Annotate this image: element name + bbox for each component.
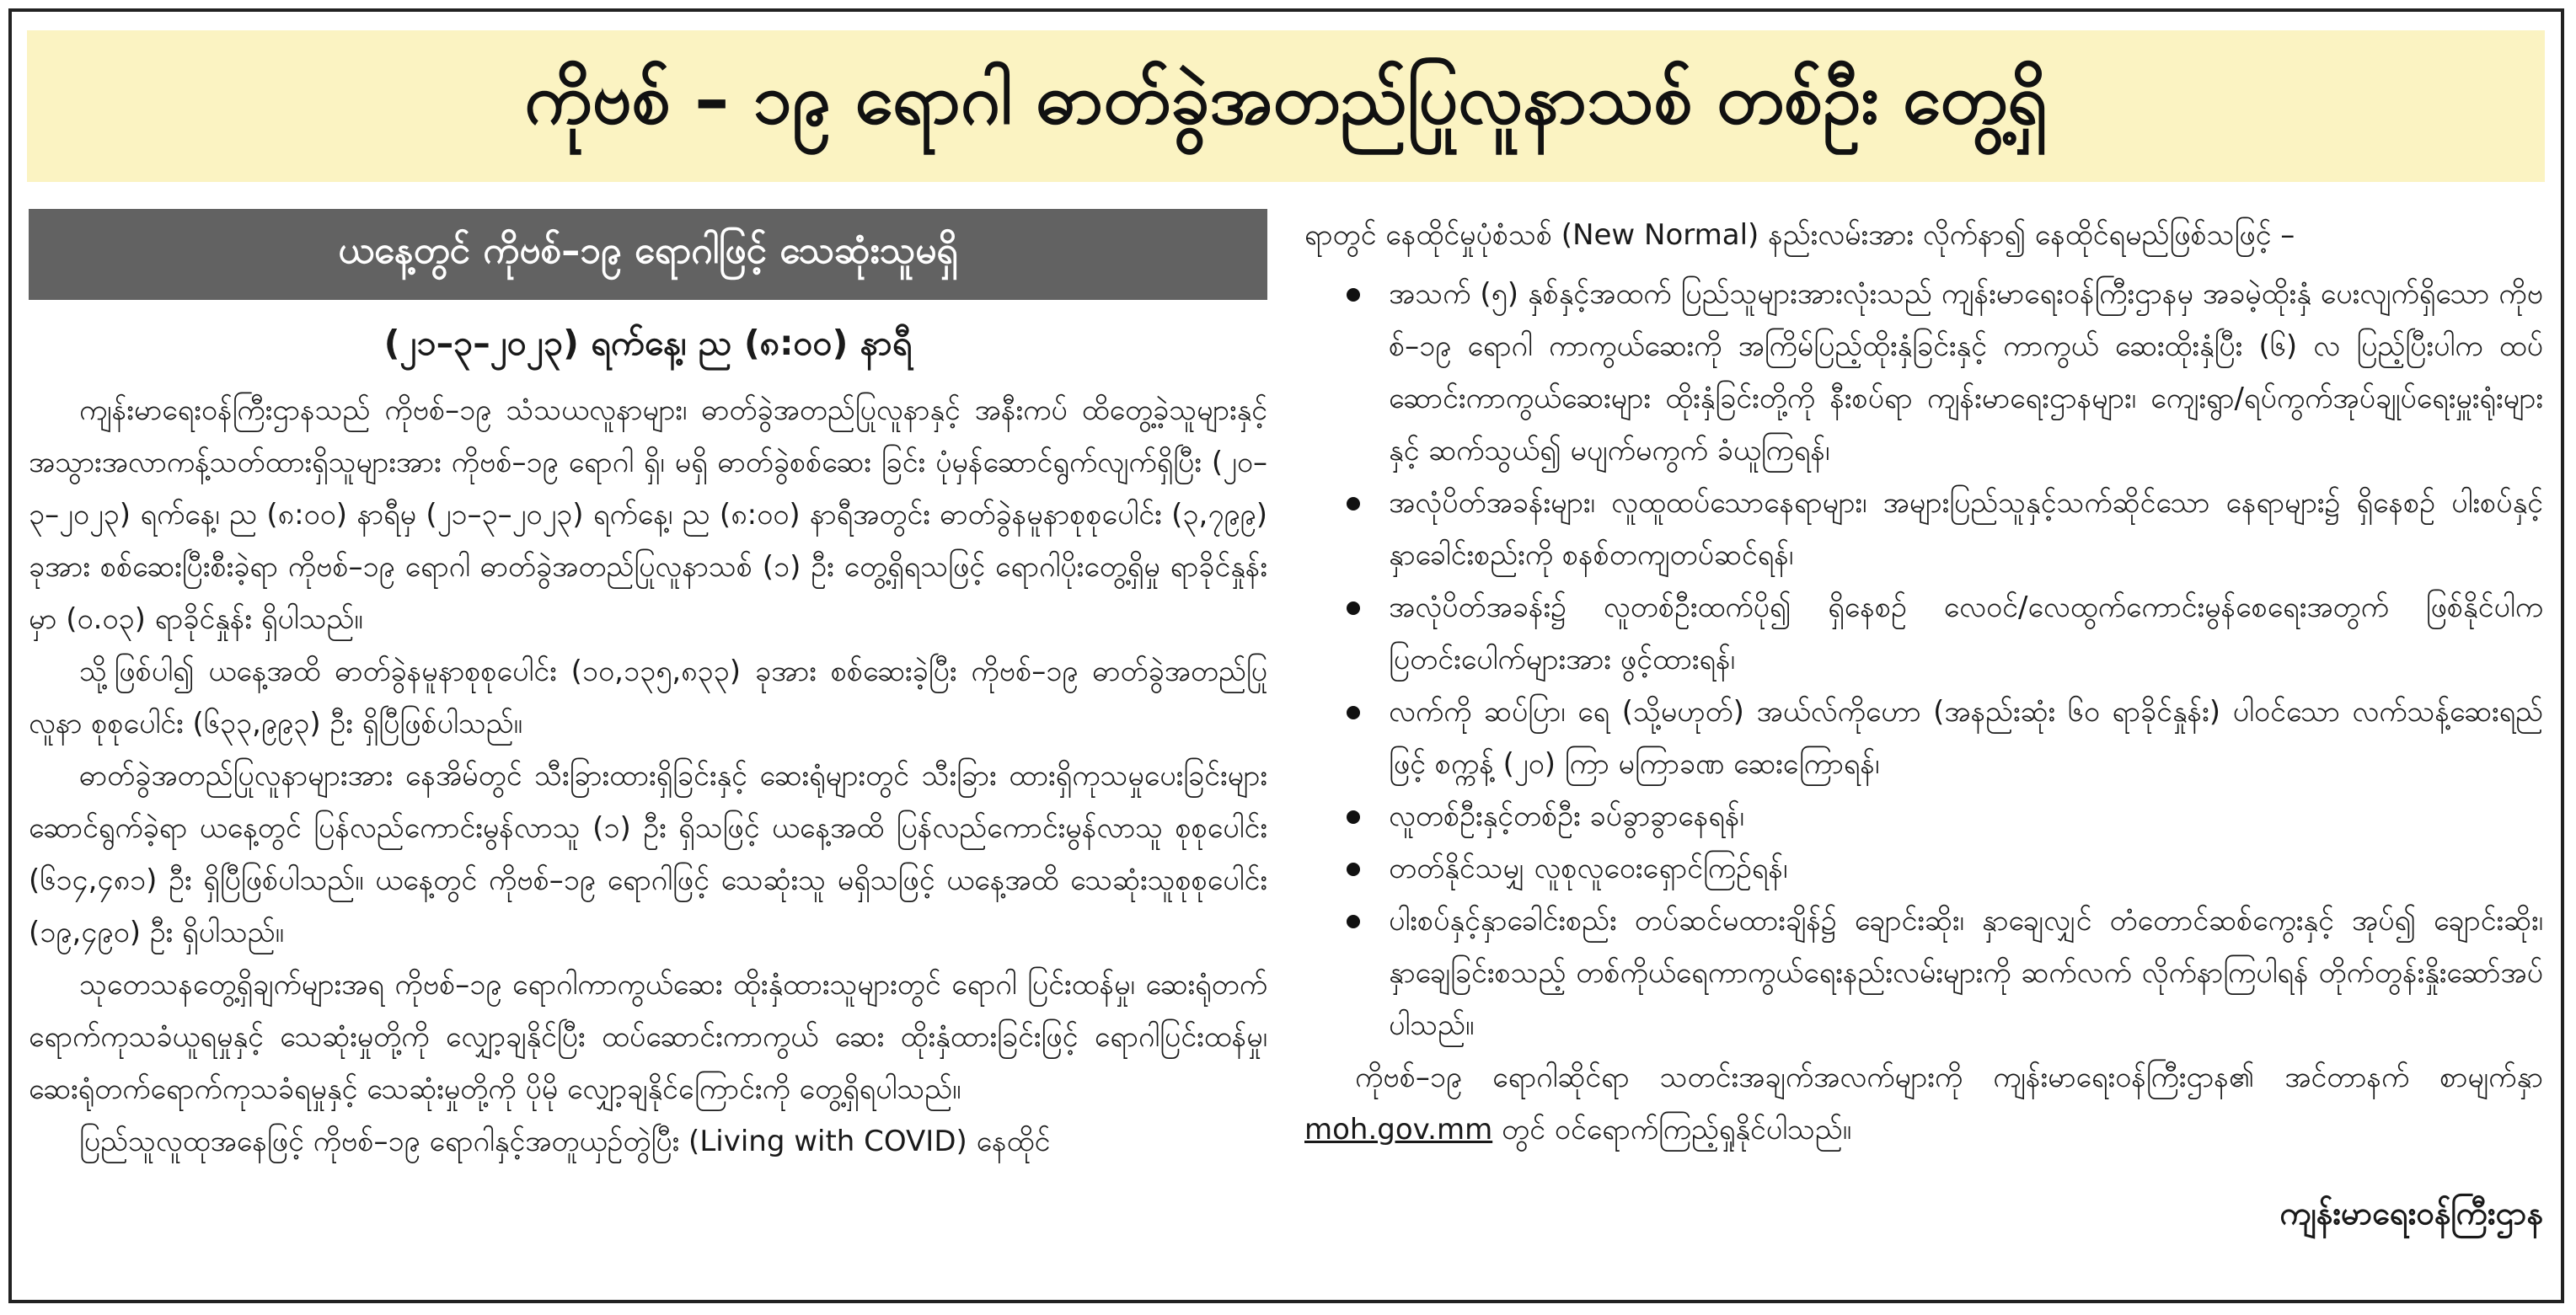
left-column (29, 209, 1267, 1168)
right-column (1304, 209, 2543, 1240)
paragraph-2: သို့ဖြစ်ပါ၍ ယနေ့အထိ ဓာတ်ခွဲနမူနာစုစုပေါင်း (၁၀,၁၃၅,၈၃၃) ခုအား စစ်ဆေးခဲ့ပြီး ကိုဗစ်–၁၉ ဓာတ်ခွဲအတည်ပြုလူနာ စုစုပေါင်း (၆၃၃,၉၉၃) ဦး ရှိပြီဖြစ်ပါသည်။ (29, 655, 1267, 740)
list-item (1304, 581, 2543, 686)
intro-paragraph: ရာတွင် နေထိုင်မှုပုံစံသစ် (New Normal) နည်းလမ်းအား လိုက်နာ၍ နေထိုင်ရမည်ဖြစ်သဖြင့် – (1304, 218, 2295, 252)
list-item-text: အလုံပိတ်အခန်း၌ လူတစ်ဦးထက်ပို၍ ရှိနေစဉ် လေဝင်/လေထွက်ကောင်းမွန်စေရေးအတွက် ဖြစ်နိုင်ပါက ပြတင်းပေါက်များအား ဖွင့်ထားရန်၊ (1389, 591, 2543, 676)
bullet-icon (1347, 601, 1360, 615)
paragraph-5: ပြည်သူလူထုအနေဖြင့် ကိုဗစ်–၁၉ ရောဂါနှင့်အတူယှဉ်တွဲပြီး (Living with COVID) နေထိုင် (79, 1125, 1051, 1158)
list-item (1304, 268, 2543, 477)
list-item (1304, 790, 2543, 842)
signature: ကျန်းမာရေးဝန်ကြီးဌာန (2279, 1195, 2543, 1232)
list-item (1304, 686, 2543, 790)
paragraph-1: ကျန်းမာရေးဝန်ကြီးဌာနသည် ကိုဗစ်–၁၉ သံသယလူနာများ၊ ဓာတ်ခွဲအတည်ပြုလူနာနှင့် အနီးကပ် ထိတွေ့ခဲ့သူများနှင့် အသွားအလာကန့်သတ်ထားရှိသူများအား ကိုဗစ်–၁၉ ရောဂါ ရှိ၊ မရှိ ဓာတ်ခွဲစစ်ဆေး ခြင်း ပုံမှန်ဆောင်ရွက်လျက်ရှိပြီး (၂၀–၃–၂၀၂၃) ရက်နေ့၊ ည (၈:၀၀) နာရီမှ (၂၁–၃–၂၀၂၃) ရက်နေ့၊ ည (၈:၀၀) နာရီအတွင်း ဓာတ်ခွဲနမူနာစုစုပေါင်း (၃,၇၉၉) ခုအား စစ်ဆေးပြီးစီးခဲ့ရာ ကိုဗစ်–၁၉ ရောဂါ ဓာတ်ခွဲအတည်ပြုလူနာသစ် (၁) ဦး တွေ့ရှိရသဖြင့် ရောဂါပိုးတွေ့ရှိမှု ရာခိုင်နှုန်းမှာ (၀.၀၃) ရာခိုင်နှုန်း ရှိပါသည်။ (29, 393, 1267, 636)
bullet-icon (1347, 810, 1360, 824)
closing-text-end: တွင် ဝင်ရောက်ကြည့်ရှုနိုင်ပါသည်။ (1492, 1113, 1852, 1147)
bullet-icon (1347, 288, 1360, 302)
closing-text: ကိုဗစ်–၁၉ ရောဂါဆိုင်ရာ သတင်းအချက်အလက်များကို ကျန်းမာရေးဝန်ကြီးဌာန၏ အင်တာနက် စာမျက်နှာ (1355, 1061, 2543, 1094)
website-link[interactable]: moh.gov.mm (1304, 1113, 1493, 1147)
guideline-list (1304, 268, 2543, 1051)
subheading: ယနေ့တွင် ကိုဗစ်–၁၉ ရောဂါဖြင့် သေဆုံးသူမရှိ (338, 229, 958, 272)
list-item-text: လူတစ်ဦးနှင့်တစ်ဦး ခပ်ခွာခွာနေရန်၊ (1389, 799, 1744, 833)
list-item (1304, 842, 2543, 895)
headline: ကိုဗစ် – ၁၉ ရောဂါ ဓာတ်ခွဲအတည်ပြုလူနာသစ် တစ်ဦး တွေ့ရှိ (524, 59, 2048, 140)
list-item-text: ပါးစပ်နှင့်နှာခေါင်းစည်း တပ်ဆင်မထားချိန်၌ ချောင်းဆိုး၊ နှာချေလျှင် တံတောင်ဆစ်ကွေးနှင့် အုပ်၍ ချောင်းဆိုး၊ နှာချေခြင်းစသည့် တစ်ကိုယ်ရေကာကွယ်ရေးနည်းလမ်းများကို ဆက်လက် လိုက်နာကြပါရန် တိုက်တွန်းနှိုးဆော်အပ်ပါသည်။ (1389, 904, 2543, 1042)
paragraph-4: သုတေသနတွေ့ရှိချက်များအရ ကိုဗစ်–၁၉ ရောဂါကာကွယ်ဆေး ထိုးနှံထားသူများတွင် ရောဂါ ပြင်းထန်မှု၊ ဆေးရုံတက်ရောက်ကုသခံယူရမှုနှင့် သေဆုံးမှုတို့ကို လျှော့ချနိုင်ပြီး ထပ်ဆောင်းကာကွယ် ဆေး ထိုးနှံထားခြင်းဖြင့် ရောဂါပြင်းထန်မှု၊ ဆေးရုံတက်ရောက်ကုသခံရမှုနှင့် သေဆုံးမှုတို့ကို ပိုမို လျှော့ချနိုင်ကြောင်းကို တွေ့ရှိရပါသည်။ (29, 968, 1267, 1106)
list-item-text: အသက် (၅) နှစ်နှင့်အထက် ပြည်သူများအားလုံးသည် ကျန်းမာရေးဝန်ကြီးဌာနမှ အခမဲ့ထိုးနှံ ပေးလျက်ရှိသော ကိုဗစ်–၁၉ ရောဂါ ကာကွယ်ဆေးကို အကြိမ်ပြည့်ထိုးနှံခြင်းနှင့် ကာကွယ် ဆေးထိုးနှံပြီး (၆) လ ပြည့်ပြီးပါက ထပ်ဆောင်းကာကွယ်ဆေးများ ထိုးနှံခြင်းတို့ကို နီးစပ်ရာ ကျန်းမာရေးဌာနများ၊ ကျေးရွာ/ရပ်ကွက်အုပ်ချုပ်ရေးမှူးရုံးများနှင့် ဆက်သွယ်၍ မပျက်မကွက် ခံယူကြရန်၊ (1389, 277, 2543, 468)
list-item (1304, 477, 2543, 581)
list-item-text: အလုံပိတ်အခန်းများ၊ လူထူထပ်သောနေရာများ၊ အများပြည်သူနှင့်သက်ဆိုင်သော နေရာများ၌ ရှိနေစဉ် ပါးစပ်နှင့်နှာခေါင်းစည်းကို စနစ်တကျတပ်ဆင်ရန်၊ (1389, 486, 2543, 572)
dateline: (၂၁–၃–၂၀၂၃) ရက်နေ့၊ ည (၈:၀၀) နာရီ (383, 323, 913, 363)
subheading-bar (29, 209, 1267, 300)
list-item (1304, 895, 2543, 1051)
headline-banner (27, 30, 2545, 182)
list-item-text: တတ်နိုင်သမျှ လူစုလူဝေးရှောင်ကြဉ်ရန်၊ (1389, 852, 1788, 885)
bullet-icon (1347, 706, 1360, 719)
bullet-icon (1347, 497, 1360, 510)
bullet-icon (1347, 863, 1360, 876)
bullet-icon (1347, 915, 1360, 928)
closing-paragraph (1304, 1051, 2543, 1156)
paragraph-3: ဓာတ်ခွဲအတည်ပြုလူနာများအား နေအိမ်တွင် သီးခြားထားရှိခြင်းနှင့် ဆေးရုံများတွင် သီးခြား ထားရှိကုသမှုပေးခြင်းများ ဆောင်ရွက်ခဲ့ရာ ယနေ့တွင် ပြန်လည်ကောင်းမွန်လာသူ (၁) ဦး ရှိသဖြင့် ယနေ့အထိ ပြန်လည်ကောင်းမွန်လာသူ စုစုပေါင်း (၆၁၄,၄၈၁) ဦး ရှိပြီဖြစ်ပါသည်။ ယနေ့တွင် ကိုဗစ်–၁၉ ရောဂါဖြင့် သေဆုံးသူ မရှိသဖြင့် ယနေ့အထိ သေဆုံးသူစုစုပေါင်း (၁၉,၄၉၀) ဦး ရှိပါသည်။ (29, 759, 1267, 949)
list-item-text: လက်ကို ဆပ်ပြာ၊ ရေ (သို့မဟုတ်) အယ်လ်ကိုဟော (အနည်းဆုံး ၆၀ ရာခိုင်နှုန်း) ပါဝင်သော လက်သန့်ဆေးရည်ဖြင့် စက္ကန့် (၂၀) ကြာ မကြာခဏ ဆေးကြောရန်၊ (1389, 695, 2543, 781)
